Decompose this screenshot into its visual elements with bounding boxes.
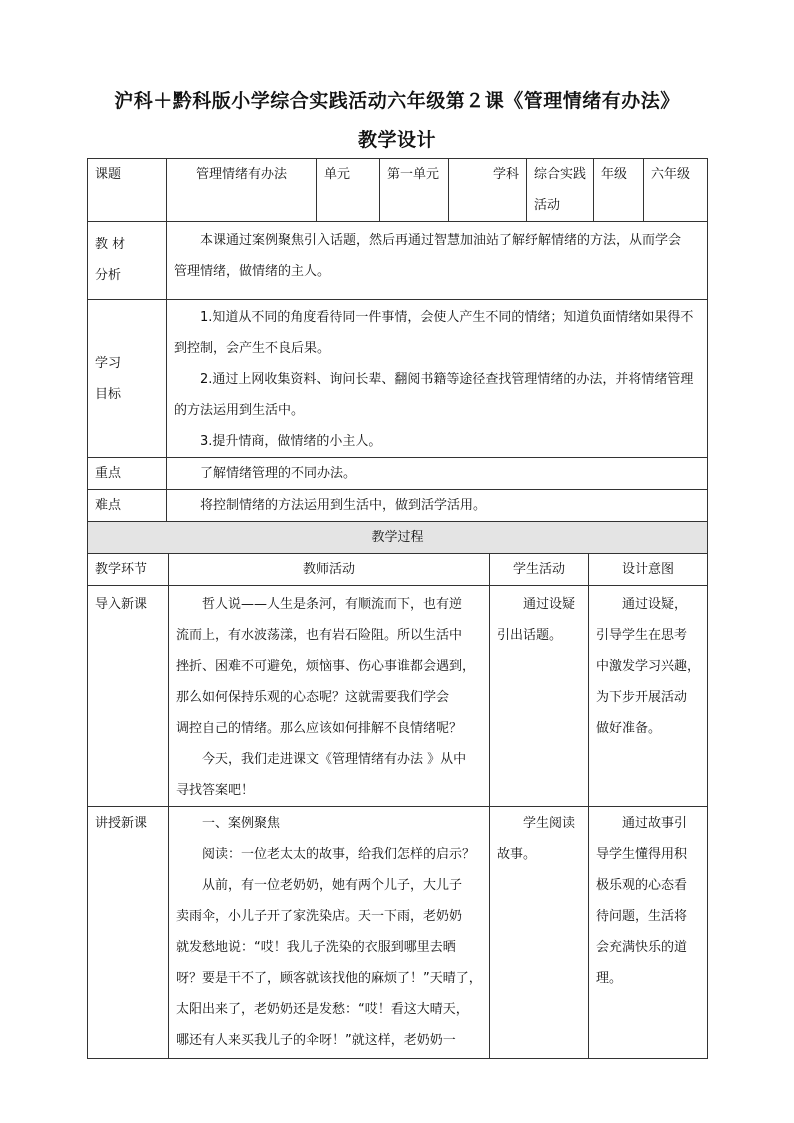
topic-label: 课题	[88, 159, 167, 222]
goals-label-line1: 学习	[95, 355, 122, 371]
analysis-label-line1: 教 材	[95, 237, 126, 252]
document-title: 沪科＋黔科版小学综合实践活动六年级第２课《管理情绪有办法》	[114, 90, 680, 112]
goal-2-line2: 的方法运用到生活中。	[174, 403, 305, 418]
goals-label	[88, 300, 167, 458]
goals-content	[167, 300, 708, 458]
intro-teacher-line: 流而上，有水波荡漾，也有岩石险阻。所以生活中	[176, 628, 463, 643]
new-lesson-intent-line: 极乐观的心态看	[596, 878, 688, 893]
new-lesson-teacher-line: 阅读：一位老太太的故事，给我们怎样的启示？	[202, 847, 476, 862]
subject-value-line2: 活动	[534, 198, 561, 213]
new-lesson-teacher-activity	[169, 807, 490, 1059]
new-lesson-student-line: 故事。	[497, 847, 537, 862]
topic-value: 管理情绪有办法	[167, 159, 317, 222]
grade-value: 六年级	[644, 159, 708, 222]
goals-label-line2: 目标	[95, 386, 122, 402]
subject-label: 学科	[449, 159, 527, 222]
analysis-content	[167, 222, 708, 300]
new-lesson-student-line: 学生阅读	[523, 816, 576, 831]
new-lesson-design-intent	[589, 807, 708, 1059]
unit-label: 单元	[317, 159, 380, 222]
new-lesson-teacher-line: 就发愁地说：“哎！我儿子洗染的衣服到哪里去晒	[176, 940, 456, 955]
goal-1-line2: 到控制，会产生不良后果。	[174, 341, 331, 356]
new-lesson-teacher-line: 太阳出来了，老奶奶还是发愁：“哎！看这大晴天，	[176, 1002, 469, 1017]
intro-intent-line: 做好准备。	[596, 721, 662, 736]
process-header: 教学过程	[88, 522, 708, 554]
analysis-label-line2: 分析	[95, 268, 122, 283]
goal-3-line1: 3.提升情商，做情绪的小主人。	[200, 434, 382, 449]
new-lesson-intent-line: 待问题，生活将	[596, 909, 688, 924]
intro-stage: 导入新课	[88, 586, 169, 807]
intro-teacher-activity	[169, 586, 490, 807]
intro-teacher-line: 寻找答案吧！	[176, 783, 255, 798]
goal-2-line1: 2.通过上网收集资料、询问长辈、翻阅书籍等途径查找管理情绪的办法，并将情绪管理	[200, 372, 694, 387]
intro-teacher-line: 今天，我们走进课文《管理情绪有办法 》从中	[202, 752, 467, 767]
difficulty-label: 难点	[88, 490, 167, 522]
col-stage-header: 教学环节	[88, 554, 169, 586]
new-lesson-teacher-line: 卖雨伞，小儿子开了家洗染店。天一下雨，老奶奶	[176, 909, 463, 924]
analysis-line-1: 本课通过案例聚焦引入话题，然后再通过智慧加油站了解纾解情绪的方法，从而学会	[200, 233, 682, 248]
grade-label: 年级	[594, 159, 644, 222]
analysis-line-2: 管理情绪，做情绪的主人。	[174, 264, 331, 279]
document-subtitle: 教学设计	[357, 129, 436, 151]
new-lesson-teacher-line: 从前，有一位老奶奶，她有两个儿子，大儿子	[202, 878, 463, 893]
new-lesson-intent-line: 会充满快乐的道	[596, 940, 688, 955]
key-point-text: 了解情绪管理的不同办法。	[167, 458, 708, 490]
intro-teacher-line: 调控自己的情绪。那么应该如何排解不良情绪呢？	[176, 721, 463, 736]
goal-1-line1: 1.知道从不同的角度看待同一件事情，会使人产生不同的情绪；知道负面情绪如果得不	[200, 310, 694, 325]
new-lesson-intent-line: 通过故事引	[622, 816, 688, 831]
col-student-header: 学生活动	[490, 554, 589, 586]
col-intent-header: 设计意图	[589, 554, 708, 586]
subject-value-line1: 综合实践	[534, 167, 587, 182]
intro-student-line: 通过设疑	[523, 597, 576, 612]
intro-student-activity	[490, 586, 589, 807]
new-lesson-teacher-line: 一、案例聚焦	[202, 816, 281, 831]
intro-design-intent	[589, 586, 708, 807]
col-teacher-header: 教师活动	[169, 554, 490, 586]
intro-intent-line: 中激发学习兴趣，	[596, 659, 701, 674]
intro-intent-line: 通过设疑，	[622, 597, 688, 612]
key-point-label: 重点	[88, 458, 167, 490]
intro-student-line: 引出话题。	[497, 628, 563, 643]
lesson-info-table	[87, 158, 708, 522]
intro-teacher-line: 哲人说——人生是条河，有顺流而下，也有逆	[202, 597, 463, 612]
new-lesson-stage: 讲授新课	[88, 807, 169, 1059]
intro-teacher-line: 挫折、困难不可避免，烦恼事、伤心事谁都会遇到，	[176, 659, 476, 674]
new-lesson-intent-line: 导学生懂得用积	[596, 847, 688, 862]
subject-value	[527, 159, 594, 222]
intro-teacher-line: 那么如何保持乐观的心态呢？这就需要我们学会	[176, 690, 450, 705]
difficulty-text: 将控制情绪的方法运用到生活中，做到活学活用。	[167, 490, 708, 522]
intro-intent-line: 为下步开展活动	[596, 690, 688, 705]
new-lesson-teacher-line: 哪还有人来买我儿子的伞呀！”就这样，老奶奶一	[176, 1033, 456, 1048]
unit-value: 第一单元	[380, 159, 449, 222]
intro-intent-line: 引导学生在思考	[596, 628, 688, 643]
new-lesson-student-activity	[490, 807, 589, 1059]
analysis-label	[88, 222, 167, 300]
new-lesson-teacher-line: 呀？要是干不了，顾客就该找他的麻烦了！”天晴了，	[176, 971, 482, 986]
teaching-process-table	[87, 521, 708, 1059]
new-lesson-intent-line: 理。	[596, 971, 623, 986]
